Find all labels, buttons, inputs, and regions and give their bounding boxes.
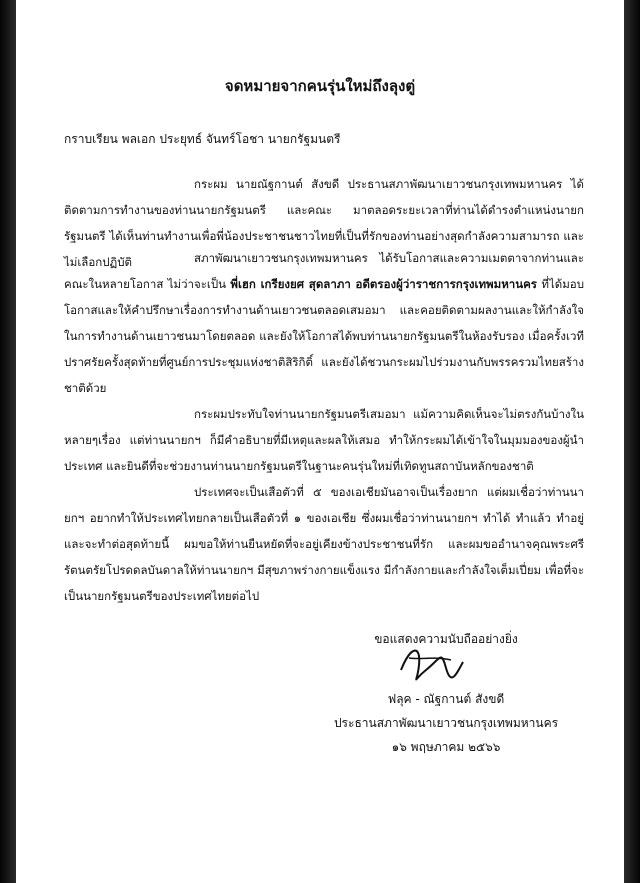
signer-title: ประธานสภาพัฒนาเยาวชนกรุงเทพมหานคร [333, 716, 559, 730]
letter-greeting: กราบเรียน พลเอก ประยุทธ์ จันทร์โอชา นายกรัฐมนตรี [64, 132, 341, 146]
paragraph-4 [64, 479, 584, 609]
paragraph-4-text: ประเทศจะเป็นเสือตัวที่ ๕ ของเอเชียมันอาจเป็นเรื่องยาก แต่ผมเชื่อว่าท่านนายกฯ อยากทำให้ประเทศไทยกลายเป็นเสือตัวที่ ๑ ของเอเชีย ซึ่งผมเชื่อว่าท่านนายกฯ ทำได้ ทำแล้ว ทำอยู่ และจะทำต่อสุดท้ายนี้ ผมขอให้ท่านยืนหยัดที่จะอยู่เคียงข้างประชาชนที่รัก และผมขออำนาจคุณพระศรีรัตนตรัยโปรดดลบันดาลให้ท่านนายกฯ มีสุขภาพร่างกายแข็งแรง มีกำลังกายและกำลังใจเต็มเปี่ยม เพื่อที่จะเป็นนายกรัฐมนตรีของประเทศไทยต่อไป [64, 485, 584, 603]
letter-page [16, 0, 624, 883]
paragraph-2-text-b: ที่ได้มอบโอกาสและให้คำปรึกษาเรื่องการทำงานด้านเยาวชนตลอดเสมอมา และคอยติดตามผลงานและให้กำลังใจในการทำงานด้านเยาวชนมาโดยตลอด และยังให้โอกาสได้พบท่านนายกรัฐมนตรีในห้องรับรอง เมื่อครั้งเวทีปราศรัยครั้งสุดท้ายที่ศูนย์การประชุมแห่งชาติสิริกิติ์ และยังได้ชวนกระผมไปร่วมงานกับพรรครวมไทยสร้างชาติด้วย [64, 277, 584, 395]
letter-title: จดหมายจากคนรุ่นใหม่ถึงลุงตู่ [224, 77, 416, 95]
paragraph-2 [64, 245, 584, 401]
scan-border-right [624, 0, 640, 883]
paragraph-2-bold: พี่เฮก เกรียงยศ สุดลาภา อดีตรองผู้ว่าราชการกรุงเทพมหานคร [230, 277, 537, 291]
paragraph-3-text: กระผมประทับใจท่านนายกรัฐมนตรีเสมอมา แม้ความคิดเห็นจะไม่ตรงกันบ้างในหลายๆเรื่อง แต่ท่านนายกฯ ก็มีคำอธิบายที่มีเหตุและผลให้เสมอ ทำให้กระผมได้เข้าใจในมุมมองของผู้นำประเทศ และยินดีที่จะช่วยงานท่านนายกรัฐมนตรีในฐานะคนรุ่นใหม่ที่เทิดทูนสถาบันหลักของชาติ [64, 407, 584, 473]
paragraph-1-text: กระผม นายณัฐกานต์ สังขดี ประธานสภาพัฒนาเยาวชนกรุงเทพมหานคร ได้ติดตามการทำงานของท่านนายกรัฐมนตรี และคณะ มาตลอดระยะเวลาที่ท่านได้ดำรงตำแหน่งนายกรัฐมนตรี ได้เห็นท่านทำงานเพื่อพี่น้องประชาชนชาวไทยที่เป็นที่รักของท่านอย่างสุดกำลังความสามารถ และไม่เลือกปฏิบัติ [64, 177, 584, 269]
closing-text: ขอแสดงความนับถืออย่างยิ่ง [374, 632, 518, 646]
letter-date: ๑๖ พฤษภาคม ๒๕๖๖ [391, 740, 501, 754]
scan-border-left [0, 0, 16, 883]
paragraph-3 [64, 401, 584, 479]
signature-image [391, 640, 471, 685]
signer-name: ฟลุค - ณัฐกานต์ สังขดี [387, 692, 505, 706]
paragraph-2-text-a: สภาพัฒนาเยาวชนกรุงเทพมหานคร ได้รับโอกาสและความเมตตาจากท่านและคณะในหลายโอกาส ไม่ว่าจะเป็น [64, 251, 584, 291]
